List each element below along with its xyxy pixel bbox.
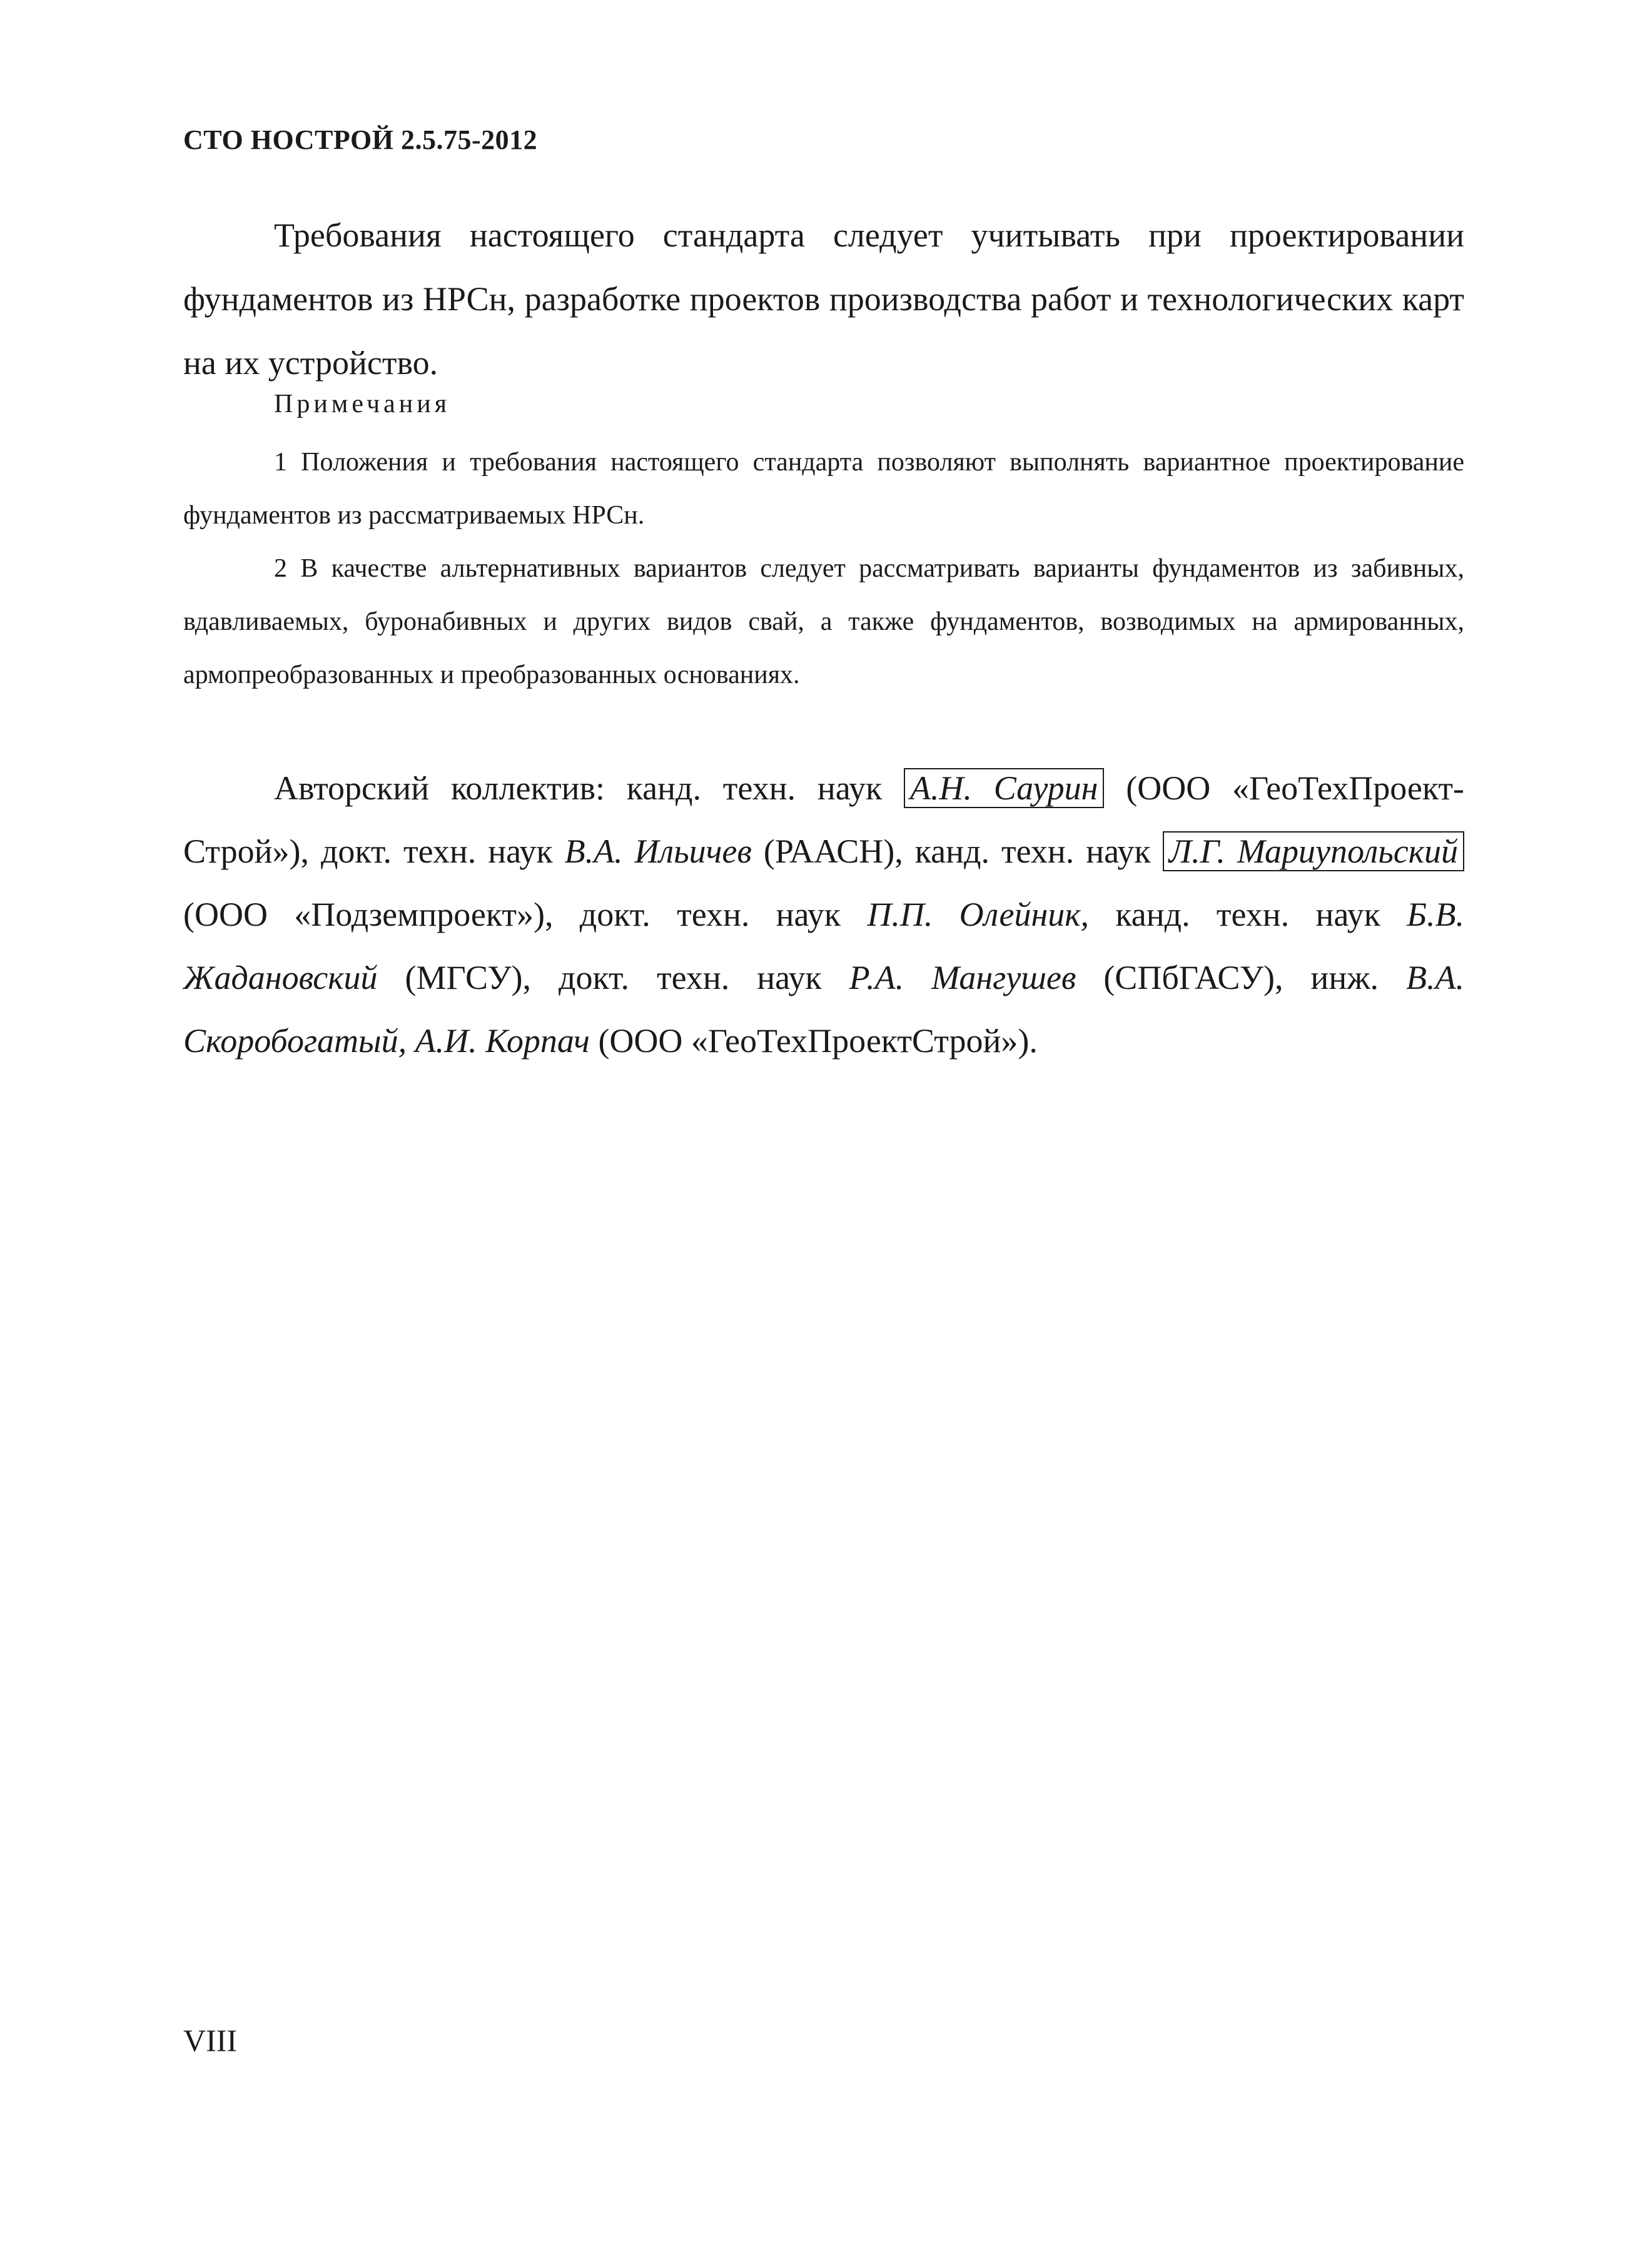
author-name-5: Б.В. Жадановский	[183, 896, 1465, 996]
note-item-1: 1 Положения и требования настоящего стандарта позволяют выполнять вариантное проектирование фундаментов из рассматриваемых НРСн.	[183, 448, 1464, 530]
document-code-header: СТО НОСТРОЙ 2.5.75-2012	[183, 124, 538, 155]
author-name-boxed-1: А.Н. Саурин	[904, 768, 1104, 808]
authors-affiliation-4: канд. техн. наук	[1089, 896, 1407, 933]
authors-affiliation-2: (РААСН), канд. техн. наук	[751, 833, 1163, 870]
authors-intro: Авторский коллектив: канд. техн. наук	[274, 769, 904, 807]
authors-affiliation-3: (ООО «Подземпроект»), докт. техн. наук	[183, 896, 868, 933]
notes-heading: Примечания	[274, 390, 451, 418]
authors-affiliation-1: (ООО «ГеоТехПроект-Строй»), докт. техн. наук	[183, 769, 1464, 870]
author-name-2: В.А. Ильичев	[564, 833, 752, 870]
author-name-6: Р.А. Мангушев	[849, 959, 1076, 996]
author-name-boxed-3: Л.Г. Мариупольский	[1163, 831, 1464, 871]
authors-affiliation-7: (ООО «ГеоТехПроектСтрой»).	[589, 1022, 1038, 1060]
page-number: VIII	[183, 2023, 238, 2058]
note-item-2: 2 В качестве альтернативных вариантов следует рассматривать варианты фундаментов из забивных, вдавливаемых, буронабивных и других видов свай, а также фундаментов, возводимых на армированных, армопреобразованных и преобразованных основаниях.	[183, 554, 1464, 689]
authors-affiliation-6: (СПбГАСУ), инж.	[1076, 959, 1407, 996]
authors-affiliation-5: (МГСУ), докт. техн. наук	[377, 959, 849, 996]
scope-paragraph: Требования настоящего стандарта следует учитывать при проектировании фундаментов из НРСн, разработке проектов производства работ и технологических карт на их устройство.	[183, 216, 1464, 382]
author-name-7: В.А. Скоробогатый, А.И. Корпач	[183, 959, 1464, 1060]
author-name-4: П.П. Олейник,	[867, 896, 1090, 933]
authors-paragraph	[183, 757, 1464, 1073]
